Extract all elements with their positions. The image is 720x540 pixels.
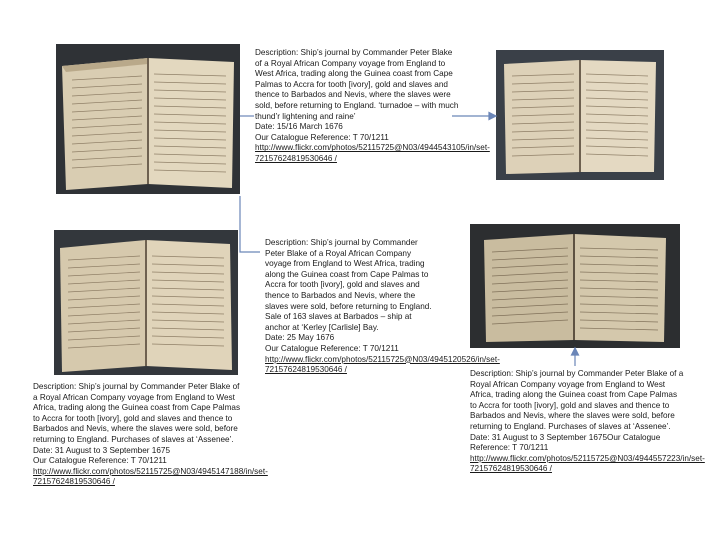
caption-4-date-reference: Date: 31 August to 3 September 1675Our Catalogue Reference: T 70/1211	[470, 432, 663, 453]
caption-1-reference: Our Catalogue Reference: T 70/1211	[255, 132, 389, 142]
arrowhead-photo4	[572, 348, 579, 355]
caption-1	[255, 48, 490, 165]
journal-photo-2	[496, 50, 664, 180]
caption-3	[33, 382, 268, 488]
caption-2-reference: Our Catalogue Reference: T 70/1211	[265, 343, 399, 353]
caption-4-link[interactable]: http://www.flickr.com/photos/52115725@N03/4944557223/in/set-72157624819530646 /	[470, 453, 705, 474]
caption-2-date: Date: 25 May 1676	[265, 333, 335, 343]
caption-4-description: Description: Ship’s journal by Commander Peter Blake of a Royal African Company voyage from England to West Africa, trading along the Guinea coast from Cape Palmas to Accra for tooth [ivory], gold and slaves and thence to Barbados and Nevis, where the slaves were sold, before returning to England. Purchases of slaves at ‘Assenee’.	[470, 369, 686, 431]
caption-1-date: Date: 15/16 March 1676	[255, 122, 343, 132]
caption-2-link[interactable]: http://www.flickr.com/photos/52115725@N03/4945120526/in/set-72157624819530646 /	[265, 354, 500, 375]
journal-photo-4	[470, 224, 680, 348]
caption-2	[265, 238, 500, 376]
caption-3-link[interactable]: http://www.flickr.com/photos/52115725@N03/4945147188/in/set-72157624819530646 /	[33, 466, 268, 487]
journal-photo-1	[56, 44, 240, 194]
caption-2-description: Description: Ship’s journal by Commander Peter Blake of a Royal African Company voyage from England to West Africa, trading along the Guinea coast from Cape Palmas to Accra for tooth [ivory], gold and slaves and thence to Barbados and Nevis, where the slaves were sold, before returning to England. Sale of 163 slaves at Barbados – ship at anchor at ‘Kerley [Carlisle] Bay.	[265, 238, 434, 332]
arrowhead-photo2	[489, 113, 496, 120]
connector-photo1-caption2	[240, 196, 260, 252]
caption-3-date: Date: 31 August to 3 September 1675	[33, 445, 171, 455]
caption-4	[470, 369, 705, 475]
caption-1-description: Description: Ship’s journal by Commander Peter Blake of a Royal African Company voyage from England to West Africa, trading along the Guinea coast from Cape Palmas to Accra for tooth [ivory], gold and slaves and thence to Barbados and Nevis, where the slaves were sold, before returning to England. ‘turnadoe – with much thund’r lightening and raine’	[255, 48, 461, 121]
journal-photo-3	[54, 230, 238, 375]
caption-3-reference: Our Catalogue Reference: T 70/1211	[33, 456, 167, 466]
caption-1-link[interactable]: http://www.flickr.com/photos/52115725@N03/4944543105/in/set-72157624819530646 /	[255, 143, 490, 163]
caption-3-description: Description: Ship’s journal by Commander Peter Blake of a Royal African Company voyage from England to West Africa, trading along the Guinea coast from Cape Palmas to Accra for tooth [ivory], gold and slaves and thence to Barbados and Nevis, where the slaves were sold, before returning to England. Purchases of slaves at ‘Assenee’.	[33, 382, 243, 444]
